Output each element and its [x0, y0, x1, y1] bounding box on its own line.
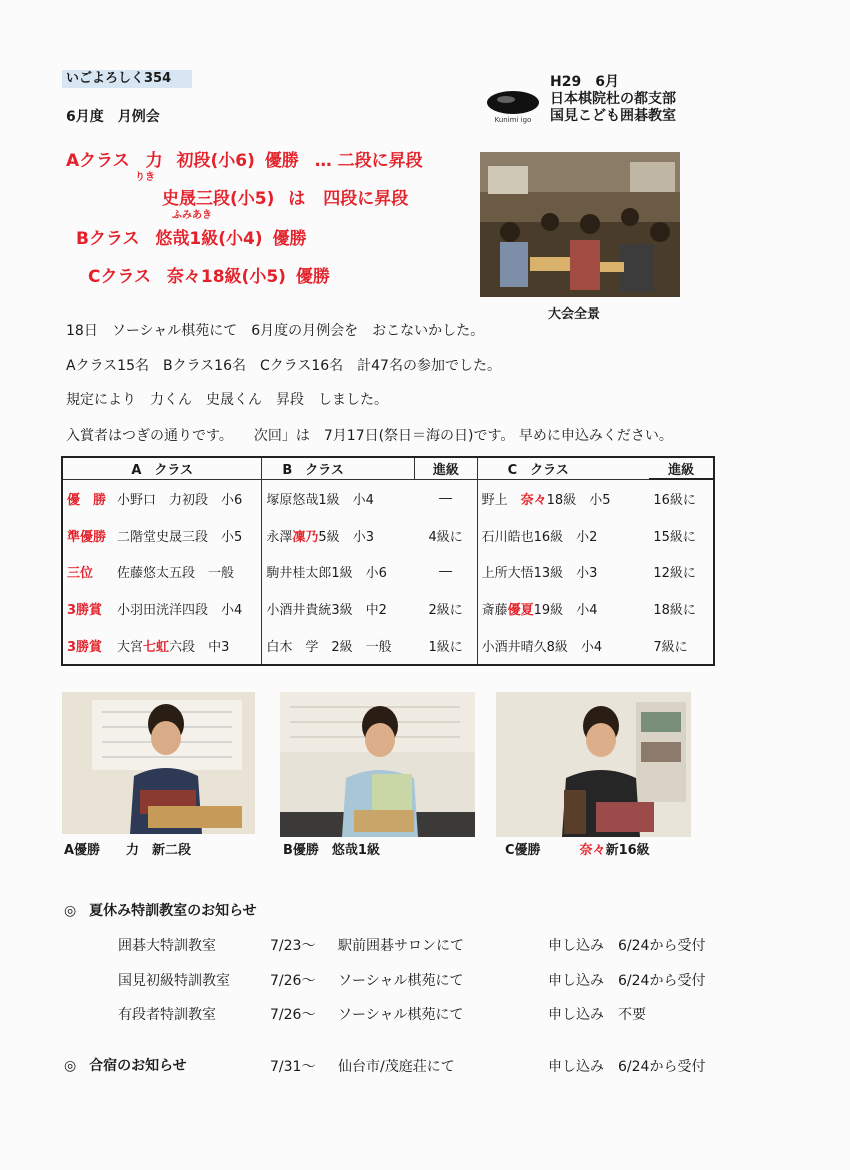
summer-row-date: 7/26～ [270, 1007, 316, 1023]
header-date: H29 6月 [550, 74, 619, 90]
paragraph-2: Aクラス15名 Bクラス16名 Cクラス16名 計47名の参加でした。 [66, 358, 501, 374]
summer-row-date: 7/26～ [270, 973, 316, 989]
highlight-a-second: 史晟三段(小5) は 四段に昇段 [162, 189, 409, 209]
class-label: Aクラス [66, 151, 130, 171]
winner-name: 力 [145, 151, 163, 171]
bullet-icon: ◎ [64, 1058, 77, 1074]
header-c-class: C クラス [477, 457, 649, 479]
camp-notice-title: ◎ 合宿のお知らせ [64, 1058, 187, 1074]
bullet-icon: ◎ [64, 903, 77, 919]
winner-caption-a: A優勝 力 新二段 [64, 843, 192, 858]
place-label: 三位 [67, 566, 94, 582]
newsletter-tag: いごよろしく354 [62, 70, 192, 88]
main-photo-caption: 大会全景 [548, 307, 601, 322]
highlight-c-class: Cクラス 奈々18級(小5) 優勝 [88, 267, 330, 287]
table-row: 準優勝 二階堂史晟三段 小5 永澤凜乃5級 小3 4級に 石川皓也16級 小2 15級に [62, 517, 714, 553]
table-row: 3勝賞 小羽田洸洋四段 小4 小酒井貴統3級 中2 2級に 斎藤優夏19級 小4 18級に [62, 590, 714, 626]
camp-place: 仙台市/茂庭荘にて [338, 1059, 455, 1075]
summer-row-apply: 申し込み 6/24から受付 [548, 938, 706, 954]
tournament-overview-photo [480, 152, 680, 297]
winner-photo-c [496, 692, 691, 837]
summer-notice-title: ◎ 夏休み特訓教室のお知らせ [64, 903, 257, 919]
table-row: 3勝賞 大宮七虹六段 中3 白木 学 2級 一般 1級に 小酒井晴久8級 小4 7級に [62, 627, 714, 665]
ruby-fumiaki: ふみあき [172, 210, 212, 221]
summer-row-place: ソーシャル棋苑にて [338, 973, 464, 989]
paragraph-1: 18日 ソーシャル棋苑にて 6月度の月例会を おこないかした。 [66, 323, 485, 339]
summer-row-name: 有段者特訓教室 [118, 1007, 216, 1023]
place-label: 準優勝 [67, 530, 107, 546]
summer-row-date: 7/23～ [270, 938, 316, 954]
paragraph-3: 規定により 力くん 史晟くん 昇段 しました。 [66, 392, 388, 408]
go-stone-icon [487, 91, 539, 114]
club-logo [484, 88, 542, 130]
winner-caption-c: C優勝 奈々新16級 [505, 843, 650, 858]
winner-photo-a [62, 692, 255, 834]
winner-photo-b [280, 692, 475, 837]
summer-row-place: 駅前囲碁サロンにて [338, 938, 464, 954]
summer-row-place: ソーシャル棋苑にて [338, 1007, 464, 1023]
place-label: 3勝賞 [67, 602, 103, 618]
org-name-2: 国見こども囲碁教室 [550, 108, 676, 124]
ruby-riki: りき [135, 172, 155, 183]
paragraph-4: 入賞者はつぎの通りです。 次回」は 7月17日(祭日＝海の日)です。 早めに申込みください。 [66, 428, 673, 444]
monthly-meeting-title: 6月度 月例会 [66, 109, 160, 125]
highlight-a-class: Aクラス 力 初段(小6) 優勝 … 二段に昇段 [66, 151, 423, 171]
header-a-class: A クラス [131, 462, 194, 478]
logo-text: Kunimi igo [494, 116, 532, 124]
summer-row-name: 囲碁大特訓教室 [118, 938, 216, 954]
header-b-class: B クラス [262, 457, 415, 479]
camp-date: 7/31～ [270, 1059, 316, 1075]
summer-row-apply: 申し込み 不要 [548, 1007, 646, 1023]
header-c-promo: 進級 [649, 457, 714, 479]
results-table [61, 456, 715, 666]
table-row: 優 勝 小野口 力初段 小6 塚原悠哉1級 小4 ― 野上 奈々18級 小5 16級に [62, 479, 714, 517]
place-label: 3勝賞 [67, 639, 103, 655]
header-b-promo: 進級 [415, 457, 477, 479]
highlight-b-class: Bクラス 悠哉1級(小4) 優勝 [76, 229, 307, 249]
camp-apply: 申し込み 6/24から受付 [548, 1059, 706, 1075]
header-info [550, 74, 676, 125]
table-header-row [62, 457, 714, 479]
place-label: 優 勝 [67, 492, 107, 508]
summer-row-name: 国見初級特訓教室 [118, 973, 230, 989]
winner-caption-b: B優勝 悠哉1級 [283, 843, 380, 858]
summer-row-apply: 申し込み 6/24から受付 [548, 973, 706, 989]
table-row: 三位 佐藤悠太五段 一般 駒井桂太郎1級 小6 ― 上所大悟13級 小3 12級に [62, 554, 714, 590]
org-name-1: 日本棋院杜の都支部 [550, 91, 676, 107]
